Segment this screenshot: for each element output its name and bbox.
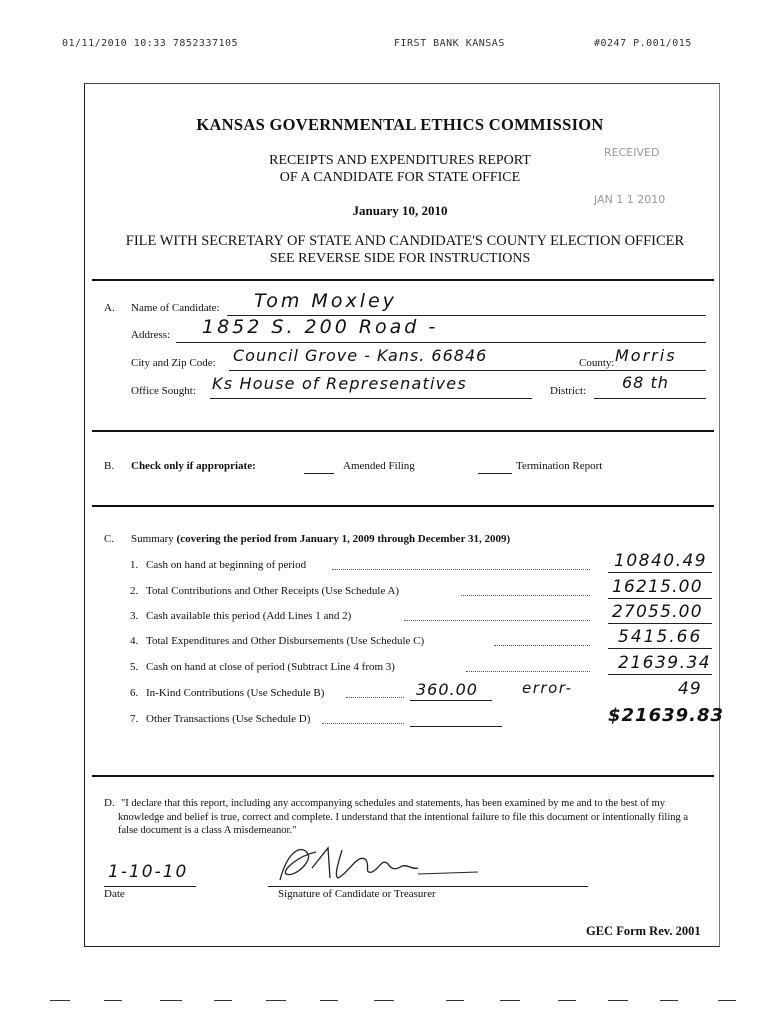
summary-line-number: 6. [130,687,139,699]
office-sought-line [210,398,532,399]
value-underline [608,674,712,675]
fax-artifact [718,1000,736,1001]
fax-header-left: 01/11/2010 10:33 7852337105 [62,38,239,49]
leader-dots [404,620,590,621]
report-title-line1: RECEIPTS AND EXPENDITURES REPORT [269,153,531,168]
summary-line-value: $21639.83 [608,705,725,726]
leader-dots [346,697,404,698]
summary-line-value: 49 [678,679,702,699]
city-zip-label: City and Zip Code: [131,357,216,369]
summary-line-label: Cash on hand at close of period (Subtract Line 4 from 3) [146,661,395,673]
fax-artifact [608,1000,628,1001]
value-underline [608,648,712,649]
signature-line [268,886,588,887]
report-title-line2: OF A CANDIDATE FOR STATE OFFICE [279,170,521,185]
leader-dots [494,645,590,646]
summary-line-number: 3. [130,610,139,622]
leader-dots [466,671,590,672]
fax-artifact [50,1000,70,1001]
fax-artifact [374,1000,394,1001]
fax-header-right: #0247 P.001/015 [594,38,692,49]
summary-line-value: 10840.49 [614,551,708,571]
section-d-letter: D. [104,797,115,809]
address-label: Address: [131,329,171,341]
fax-header-center: FIRST BANK KANSAS [394,38,505,49]
other-transactions-underline [410,726,502,727]
divider [92,775,714,777]
divider [92,279,714,281]
candidate-name-label: Name of Candidate: [131,302,220,314]
summary-heading-prefix: Summary [131,533,177,545]
district-label: District: [550,385,587,397]
error-note: error- [522,679,573,697]
report-date: January 10, 2010 [352,203,448,218]
summary-line-value: 5415.66 [618,627,703,647]
county-value: Morris [615,346,677,365]
city-zip-value: Council Grove - Kans. 66846 [233,346,488,365]
summary-line-value: 27055.00 [612,602,703,622]
summary-line-number: 4. [130,635,139,647]
district-value: 68 th [622,373,669,392]
fax-artifact [660,1000,678,1001]
form-title: KANSAS GOVERNMENTAL ETHICS COMMISSION [196,115,604,134]
district-line [594,398,706,399]
summary-heading-period: (covering the period from January 1, 2009 through December 31, 2009) [176,533,511,545]
summary-line-number: 7. [130,713,139,725]
summary-line-number: 5. [130,661,139,673]
in-kind-contributions-value: 360.00 [416,680,478,699]
amended-filing-label: Amended Filing [343,460,415,472]
declaration-text: "I declare that this report, including any accompanying schedules and statements, has been examined by me and to the best of my knowledge and belief is true, correct and complete. I understand that the intentional failure to file this document or intentionally filing a false document is a class A misdemeanor." [118,798,689,836]
section-c-letter: C. [104,533,115,545]
date-line [104,886,196,887]
summary-line-label: Other Transactions (Use Schedule D) [146,713,311,725]
summary-line-label: In-Kind Contributions (Use Schedule B) [146,687,325,699]
summary-line-value: 16215.00 [612,577,703,597]
date-label: Date [104,888,125,900]
summary-line-label: Total Contributions and Other Receipts (Use Schedule A) [146,585,400,597]
signature-label: Signature of Candidate or Treasurer [278,888,436,900]
termination-report-checkbox[interactable] [478,473,512,474]
summary-line-label: Total Expenditures and Other Disbursements (Use Schedule C) [146,635,425,647]
amended-filing-checkbox[interactable] [304,473,334,474]
signature-value [290,850,295,851]
fax-artifact [214,1000,232,1001]
office-sought-label: Office Sought: [131,385,196,397]
fax-artifact [104,1000,122,1001]
file-with-instruction: FILE WITH SECRETARY OF STATE AND CANDIDATE'S COUNTY ELECTION OFFICER [125,233,685,249]
county-label: County: [579,357,615,369]
summary-line-number: 2. [130,585,139,597]
form-revision: GEC Form Rev. 2001 [586,924,701,938]
signature-scribble [268,840,488,890]
fax-artifact [446,1000,464,1001]
address-value: 1852 S. 200 Road - [202,316,439,338]
summary-line-value: 21639.34 [618,653,712,673]
summary-line-label: Cash available this period (Add Lines 1 and 2) [146,610,352,622]
fax-artifact [266,1000,286,1001]
in-kind-underline [410,700,492,701]
fax-artifact [500,1000,520,1001]
address-line [176,342,706,343]
leader-dots [461,595,590,596]
value-underline [608,623,712,624]
value-underline [608,572,712,573]
section-b-letter: B. [104,460,115,472]
summary-heading [131,533,510,545]
divider [92,505,714,507]
fax-artifact [320,1000,338,1001]
value-underline [608,598,712,599]
termination-report-label: Termination Report [516,460,603,472]
summary-line-number: 1. [130,559,139,571]
fax-artifact [160,1000,182,1001]
city-zip-line [229,370,706,371]
fax-artifact [558,1000,576,1001]
signing-date-value: 1-10-10 [108,862,189,882]
leader-dots [322,723,404,724]
office-sought-value: Ks House of Represenatives [212,374,467,393]
received-stamp: RECEIVED [604,146,660,159]
section-a-letter: A. [104,302,115,314]
candidate-name-value: Tom Moxley [254,290,397,312]
summary-line-label: Cash on hand at beginning of period [146,559,307,571]
see-reverse-instruction: SEE REVERSE SIDE FOR INSTRUCTIONS [269,251,531,266]
received-stamp-date: JAN 1 1 2010 [594,193,666,206]
leader-dots [332,569,590,570]
divider [92,430,714,432]
check-if-appropriate-label: Check only if appropriate: [131,460,256,472]
